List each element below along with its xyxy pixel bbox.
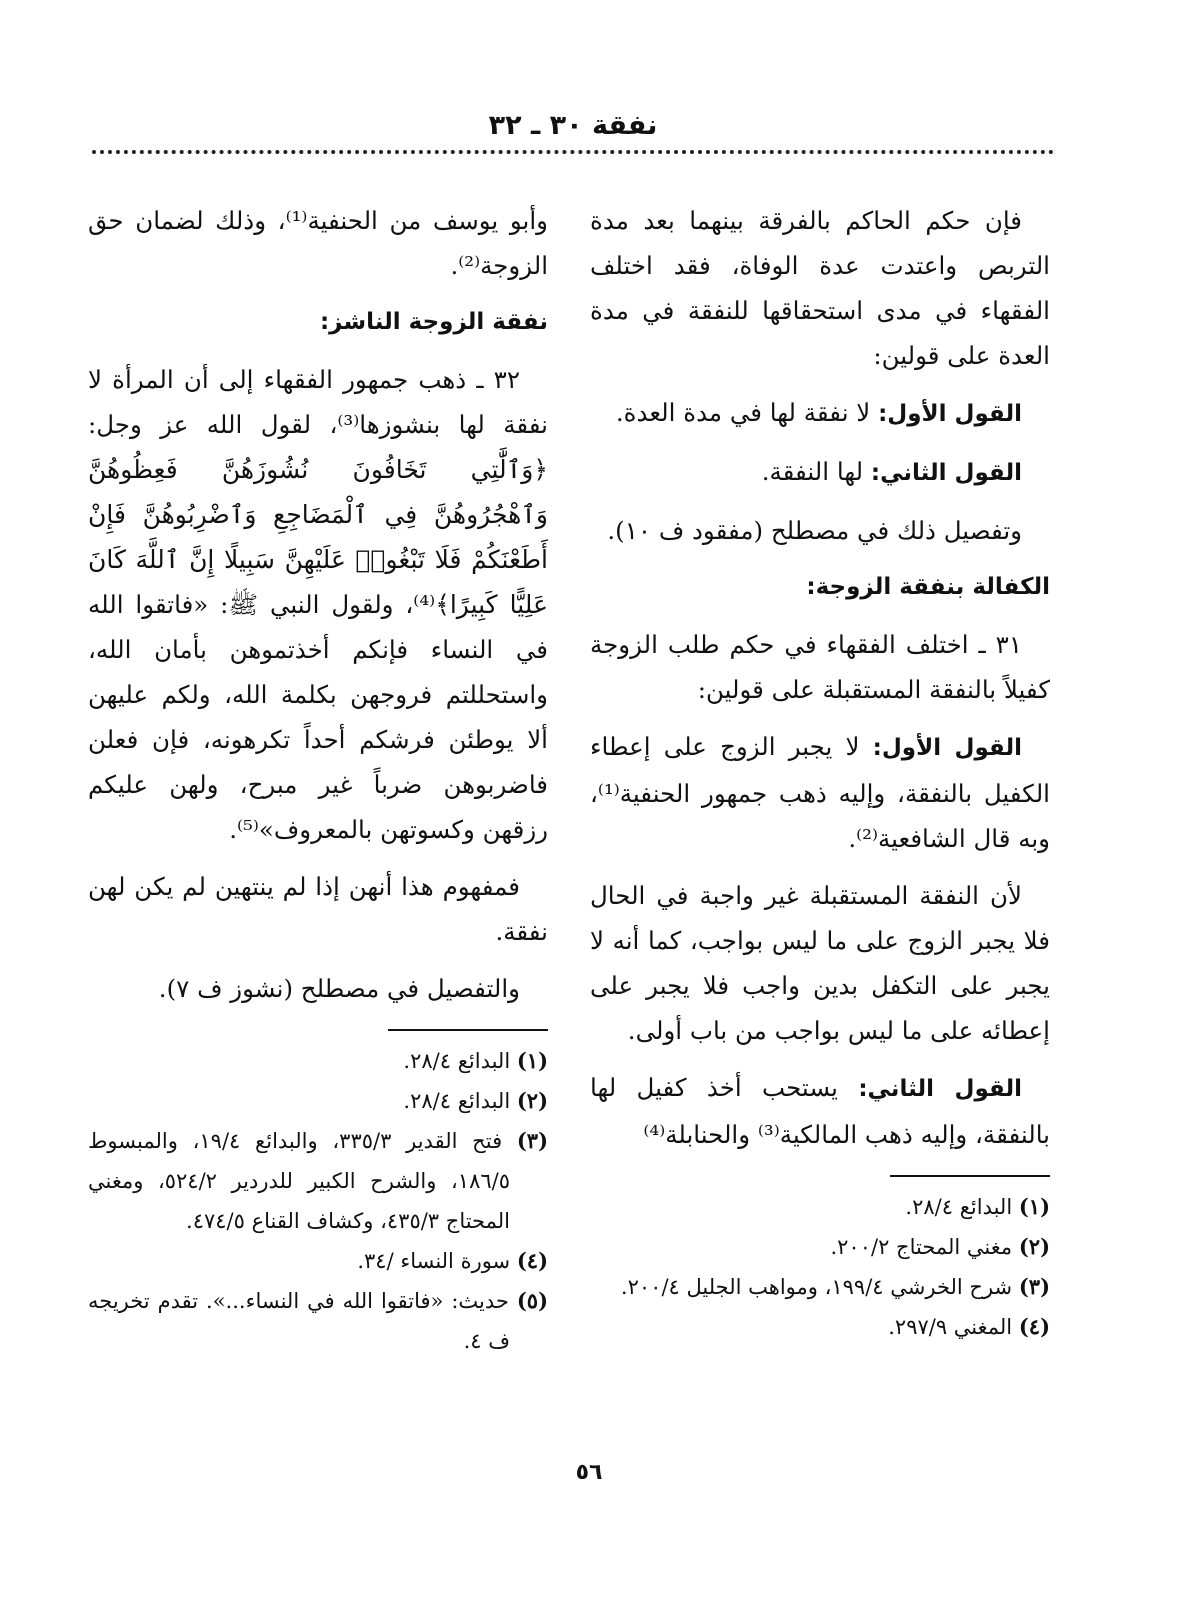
footnote [590,1267,1050,1307]
opinion-label: القول الثاني: [858,1076,1022,1102]
left-column [88,198,548,1361]
section-heading: الكفالة بنفقة الزوجة: [806,574,1050,600]
opinion-label: القول الأول: [878,401,1022,427]
footnote-text: فتح القدير ٣٣٥/٣، والبدائع ١٩/٤، والمبسوط ١٨٦/٥، والشرح الكبير للدردير ٥٢٤/٢، ومغني المحتاج ٤٣٥/٣، وكشاف القناع ٤٧٤/٥. [88,1129,510,1233]
footnote [590,1307,1050,1347]
footnote [590,1187,1050,1227]
footnote-text: سورة النساء /٣٤. [357,1249,511,1273]
footnote-text: البدائع ٢٨/٤. [403,1049,511,1073]
footnote-number: (٤) [1018,1314,1050,1339]
paragraph: فمفهوم هذا أنهن إذا لم ينتهين لم يكن لهن نفقة. [88,872,548,946]
paragraph: وتفصيل ذلك في مصطلح (مفقود ف ١٠). [607,516,1022,545]
quran-verse: ﴿وَٱلَّٰتِي تَخَافُونَ نُشُوزَهُنَّ فَعِظُوهُنَّ وَٱهْجُرُوهُنَّ فِي ٱلْمَضَاجِعِ وَٱضْرِبُوهُنَّ فَإِنْ أَطَعْنَكُمْ فَلَا تَبْغُوا۟ عَلَيْهِنَّ سَبِيلًا إِنَّ ٱللَّهَ كَانَ عَلِيًّا كَبِيرًا﴾ [88,455,548,619]
footnote-number: (١) [516,1048,548,1073]
footnote [88,1081,548,1121]
opinion-two [590,449,1050,496]
footnotes [88,1041,548,1361]
footnote-rule [890,1175,1050,1177]
paragraph: لأن النفقة المستقبلة غير واجبة في الحال فلا يجبر الزوج على ما ليس بواجب، كما أنه لا يجبر على التكفل بدين واجب فلا يجبر على إعطائه على ما ليس بواجب من باب أولى. [590,881,1050,1045]
footnote-number: (٢) [516,1088,548,1113]
opinion-two [590,1065,1050,1157]
opinion-one [590,390,1050,437]
footnote [88,1041,548,1081]
paragraph: ٣١ ـ اختلف الفقهاء في حكم طلب الزوجة كفيلاً بالنفقة المستقبلة على قولين: [590,630,1050,704]
opinion-label: القول الأول: [872,735,1022,761]
paragraph-text: ⁽⁴⁾، ولقول النبي ﷺ: «فاتقوا الله في النساء فإنكم أخذتموهن بأمان الله، واستحللتم فروجهن بكلمة الله، ولكم عليهن ألا يوطئن فرشكم أحداً تكرهونه، فإن فعلن فاضربوهن ضرباً غير مبرح، ولهن عليكم رزقهن وكسوتهن بالمعروف»⁽⁵⁾. [88,590,548,844]
paragraph: والتفصيل في مصطلح (نشوز ف ٧). [158,974,520,1003]
right-column [590,198,1050,1347]
paragraph [88,357,548,852]
footnote-number: (٥) [516,1288,548,1313]
footnote-text: حديث: «فاتقوا الله في النساء...». تقدم تخريجه ف ٤. [88,1289,510,1353]
footnote [590,1227,1050,1267]
page-number: ٥٦ [575,1460,603,1485]
footnote-text: مغني المحتاج ٢٠٠/٢. [830,1235,1013,1259]
opinion-text: لا نفقة لها في مدة العدة. [615,398,879,427]
running-header: نفقة ٣٠ ـ ٣٢ [488,110,658,141]
footnote-number: (١) [1018,1194,1050,1219]
footnote-text: البدائع ٢٨/٤. [905,1195,1013,1219]
opinion-label: القول الثاني: [870,460,1022,486]
footnote-text: المغني ٢٩٧/٩. [888,1315,1013,1339]
opinion-text: لها النفقة. [761,457,871,486]
footnote-number: (٤) [516,1248,548,1273]
footnotes [590,1187,1050,1347]
opinion-text: لا يجبر الزوج على إعطاء الكفيل بالنفقة، وإليه ذهب جمهور الحنفية⁽¹⁾، وبه قال الشافعية⁽²⁾. [590,732,1050,853]
section-heading: نفقة الزوجة الناشز: [319,309,548,335]
opinion-text: يستحب أخذ كفيل لها بالنفقة، وإليه ذهب المالكية⁽³⁾ والحنابلة⁽⁴⁾ [590,1073,1050,1149]
paragraph: فإن حكم الحاكم بالفرقة بينهما بعد مدة التربص واعتدت عدة الوفاة، فقد اختلف الفقهاء في مدى استحقاقها للنفقة في مدة العدة على قولين: [590,206,1050,370]
footnote-rule [388,1029,548,1031]
footnote [88,1281,548,1361]
footnote-number: (٣) [516,1128,549,1153]
footnote-text: شرح الخرشي ١٩٩/٤، ومواهب الجليل ٢٠٠/٤. [620,1275,1013,1299]
footnote [88,1121,548,1241]
paragraph: وأبو يوسف من الحنفية⁽¹⁾، وذلك لضمان حق الزوجة⁽²⁾. [88,206,548,280]
opinion-one [590,724,1050,861]
footnote [88,1241,548,1281]
footnote-number: (٣) [1018,1274,1050,1299]
header-dotted-rule [92,150,1054,154]
paragraph-text: ٣٢ ـ ذهب جمهور الفقهاء إلى أن المرأة لا نفقة لها بنشوزها⁽³⁾، لقول الله عز وجل: [88,365,548,439]
footnote-text: البدائع ٢٨/٤. [403,1089,511,1113]
footnote-number: (٢) [1018,1234,1050,1259]
